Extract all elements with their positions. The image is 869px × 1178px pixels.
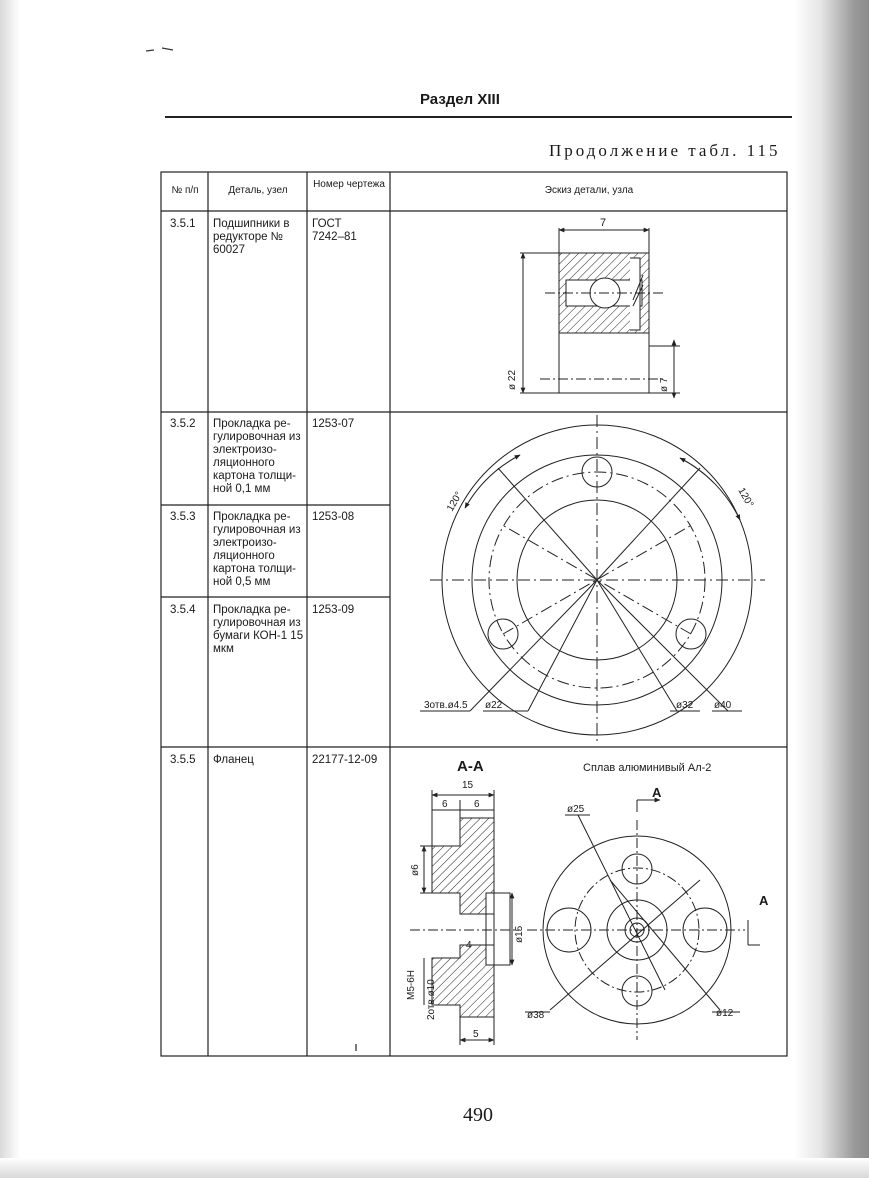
- bearing-dim-width: 7: [600, 217, 607, 229]
- bearing-dim-outer: ø 22: [507, 369, 518, 390]
- flange-section-label: А-А: [457, 758, 484, 775]
- gasket-dim-40: ø40: [714, 700, 732, 711]
- table-continuation-title: Продолжение табл. 115: [549, 141, 781, 160]
- gasket-angle-right: 120°: [735, 486, 756, 510]
- row-part: Прокладка ре-гулировочная из электроизо-ляционного картона толщи-ной 0,5 мм: [213, 511, 301, 588]
- flange-dim-d6: ø6: [410, 864, 421, 876]
- flange-dim-4: 4: [466, 940, 472, 951]
- flange-dim-38: ø38: [527, 1010, 545, 1021]
- flange-cut-label-right: А: [759, 893, 769, 908]
- row-drawing: 22177-12-09: [312, 754, 378, 766]
- row-drawing: 1253-09: [312, 604, 355, 616]
- row-part: Прокладка ре-гулировочная из бумаги КОН-1 15 мкм: [213, 604, 304, 655]
- gasket-holes-label: 3отв.ø4.5: [424, 700, 468, 711]
- row-number: 3.5.3: [170, 511, 196, 523]
- header-sketch: Эскиз детали, узла: [544, 185, 634, 196]
- row-number: 3.5.5: [170, 754, 196, 766]
- header-number: № п/п: [171, 185, 199, 196]
- row-part: Фланец: [213, 754, 254, 766]
- row-number: 3.5.2: [170, 418, 196, 430]
- section-title: Раздел XIII: [420, 91, 500, 108]
- row-part: Подшипники в редукторе № 60027: [213, 218, 290, 256]
- flange-material: Сплав алюминивый Ал-2: [583, 762, 712, 774]
- row-drawing: ГОСТ 7242–81: [312, 218, 357, 243]
- gasket-dim-22: ø22: [485, 700, 503, 711]
- flange-holes: 2отв.ø10: [426, 979, 437, 1020]
- row-number: 3.5.4: [170, 604, 196, 616]
- gasket-dim-32: ø32: [676, 700, 694, 711]
- flange-cut-label-top: А: [652, 785, 662, 800]
- page-number: 490: [463, 1104, 493, 1126]
- flange-dim-6a: 6: [442, 799, 448, 810]
- flange-dim-5: 5: [473, 1029, 479, 1040]
- row-drawing: 1253-08: [312, 511, 355, 523]
- bearing-dim-inner: ø 7: [659, 377, 670, 392]
- header-drawing: Номер чертежа: [313, 179, 385, 190]
- row-number: 3.5.1: [170, 218, 196, 230]
- flange-thread: М5-6Н: [406, 969, 417, 1000]
- flange-dim-25: ø25: [567, 804, 585, 815]
- flange-dim-15-top: 15: [462, 780, 474, 791]
- row-drawing: 1253-07: [312, 418, 355, 430]
- flange-dim-6b: 6: [474, 799, 480, 810]
- gasket-angle-left: 120°: [445, 490, 465, 514]
- row-part: Прокладка ре-гулировочная из электроизо-ляционного картона толщи-ной 0,1 мм: [213, 418, 301, 495]
- flange-dim-12: ø12: [716, 1008, 734, 1019]
- flange-dim-d15: ø15: [514, 925, 525, 943]
- header-part: Деталь, узел: [228, 185, 288, 196]
